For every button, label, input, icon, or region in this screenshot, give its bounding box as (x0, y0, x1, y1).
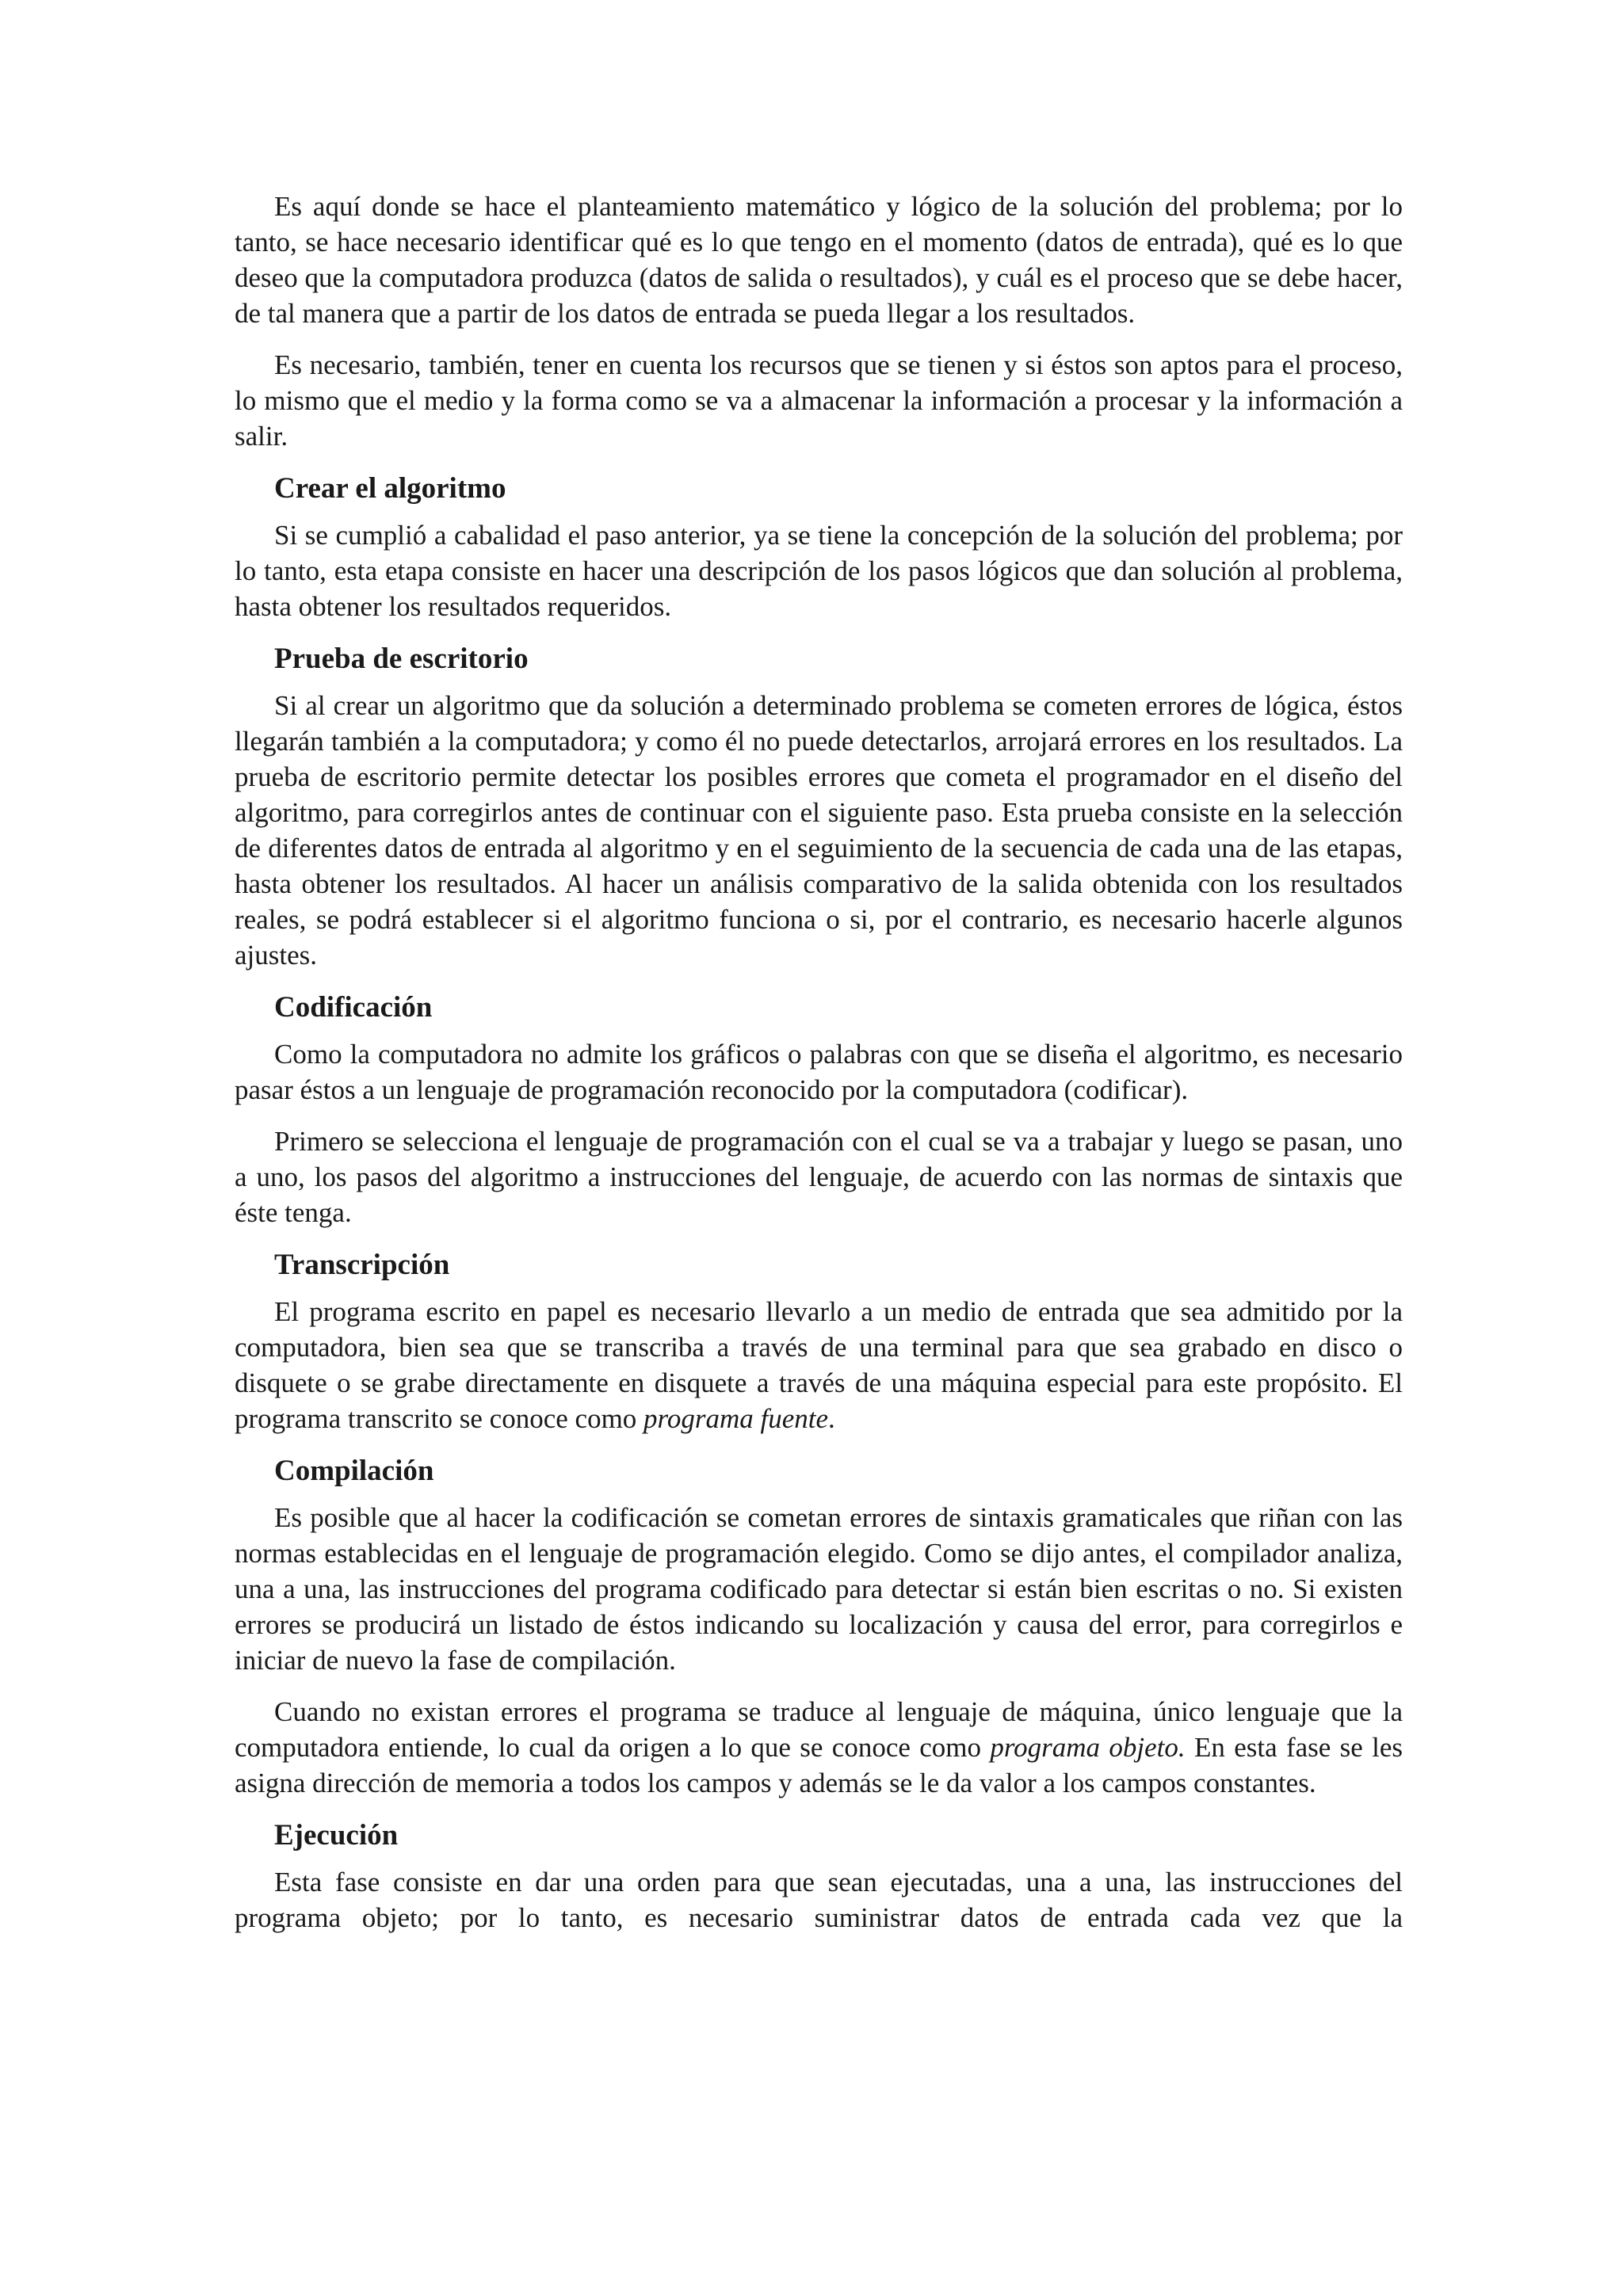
paragraph (235, 1500, 1403, 1678)
paragraph (235, 1694, 1403, 1801)
paragraph-text: Es aquí donde se hace el planteamiento matemático y lógico de la solución del problema; por lo tanto, se hace necesario identificar qué es lo que tengo en el momento (datos de entrada), qué es lo que deseo que la computadora produzca (datos de salida o resultados), y cuál es el proceso que se debe hacer, de tal manera que a partir de los datos de entrada se pueda llegar a los resultados. (235, 191, 1403, 329)
section-heading: Ejecución (274, 1819, 399, 1852)
section-heading: Codificación (274, 991, 433, 1024)
paragraph-text: Como la computadora no admite los gráficos o palabras con que se diseña el algoritmo, es necesario pasar éstos a un lenguaje de programación reconocido por la computadora (codificar). (235, 1039, 1403, 1105)
paragraph-text: Si se cumplió a cabalidad el paso anterior, ya se tiene la concepción de la solución del problema; por lo tanto, esta etapa consiste en hacer una descripción de los pasos lógicos que dan solución al problema, hasta obtener los resultados requeridos. (235, 520, 1403, 622)
paragraph-text: Esta fase consiste en dar una orden para que sean ejecutadas, una a una, las instrucciones del programa objeto; por lo tanto, es necesario suministrar datos de entrada cada vez que la (235, 1867, 1403, 1933)
section-heading: Transcripción (274, 1249, 450, 1281)
section-heading: Compilación (274, 1455, 434, 1487)
paragraph (235, 688, 1403, 973)
paragraph (235, 189, 1403, 331)
italic-term: programa fuente (643, 1403, 829, 1434)
paragraph-text: Si al crear un algoritmo que da solución a determinado problema se cometen errores de lógica, éstos llegarán también a la computadora; y como él no puede detectarlos, arrojará errores en los resultados. La prueba de escritorio permite detectar los posibles errores que cometa el programador en el diseño del algoritmo, para corregirlos antes de continuar con el siguiente paso. Esta prueba consiste en la selección de diferentes datos de entrada al algoritmo y en el seguimiento de la secuencia de cada una de las etapas, hasta obtener los resultados. Al hacer un análisis comparativo de la salida obtenida con los resultados reales, se podrá establecer si el algoritmo funciona o si, por el contrario, es necesario hacerle algunos ajustes. (235, 690, 1403, 971)
italic-term: programa objeto. (990, 1732, 1186, 1763)
paragraph-text: Primero se selecciona el lenguaje de programación con el cual se va a trabajar y luego se pasan, uno a uno, los pasos del algoritmo a instrucciones del lenguaje, de acuerdo con las normas de sintaxis que éste tenga. (235, 1126, 1403, 1228)
paragraph (235, 517, 1403, 624)
paragraph (235, 1036, 1403, 1108)
paragraph (235, 1294, 1403, 1436)
paragraph-text: En esta fase se les asigna dirección de memoria a todos los campos y además se le da valor a los campos constantes. (235, 1732, 1403, 1798)
paragraph-text: Es posible que al hacer la codificación se cometan errores de sintaxis gramaticales que riñan con las normas establecidas en el lenguaje de programación elegido. Como se dijo antes, el compilador analiza, una a una, las instrucciones del programa codificado para detectar si están bien escritas o no. Si existen errores se producirá un listado de éstos indicando su localización y causa del error, para corregirlos e iniciar de nuevo la fase de compilación. (235, 1502, 1403, 1676)
paragraph (235, 347, 1403, 454)
paragraph (235, 1123, 1403, 1230)
paragraph-text: Es necesario, también, tener en cuenta los recursos que se tienen y si éstos son aptos para el proceso, lo mismo que el medio y la forma como se va a almacenar la información a procesar y la información a salir. (235, 349, 1403, 452)
section-heading: Crear el algoritmo (274, 472, 506, 505)
paragraph-text: Cuando no existan errores el programa se traduce al lenguaje de máquina, único lenguaje que la computadora entiende, lo cual da origen a lo que se conoce como (235, 1696, 1403, 1763)
paragraph-text: . (828, 1403, 835, 1434)
paragraph-text: El programa escrito en papel es necesario llevarlo a un medio de entrada que sea admitido por la computadora, bien sea que se transcriba a través de una terminal para que sea grabado en disco o disquete o se grabe directamente en disquete a través de una máquina especial para este propósito. El programa transcrito se conoce como (235, 1296, 1403, 1434)
document-page (235, 189, 1403, 1951)
section-heading: Prueba de escritorio (274, 643, 529, 675)
paragraph (235, 1864, 1403, 1936)
